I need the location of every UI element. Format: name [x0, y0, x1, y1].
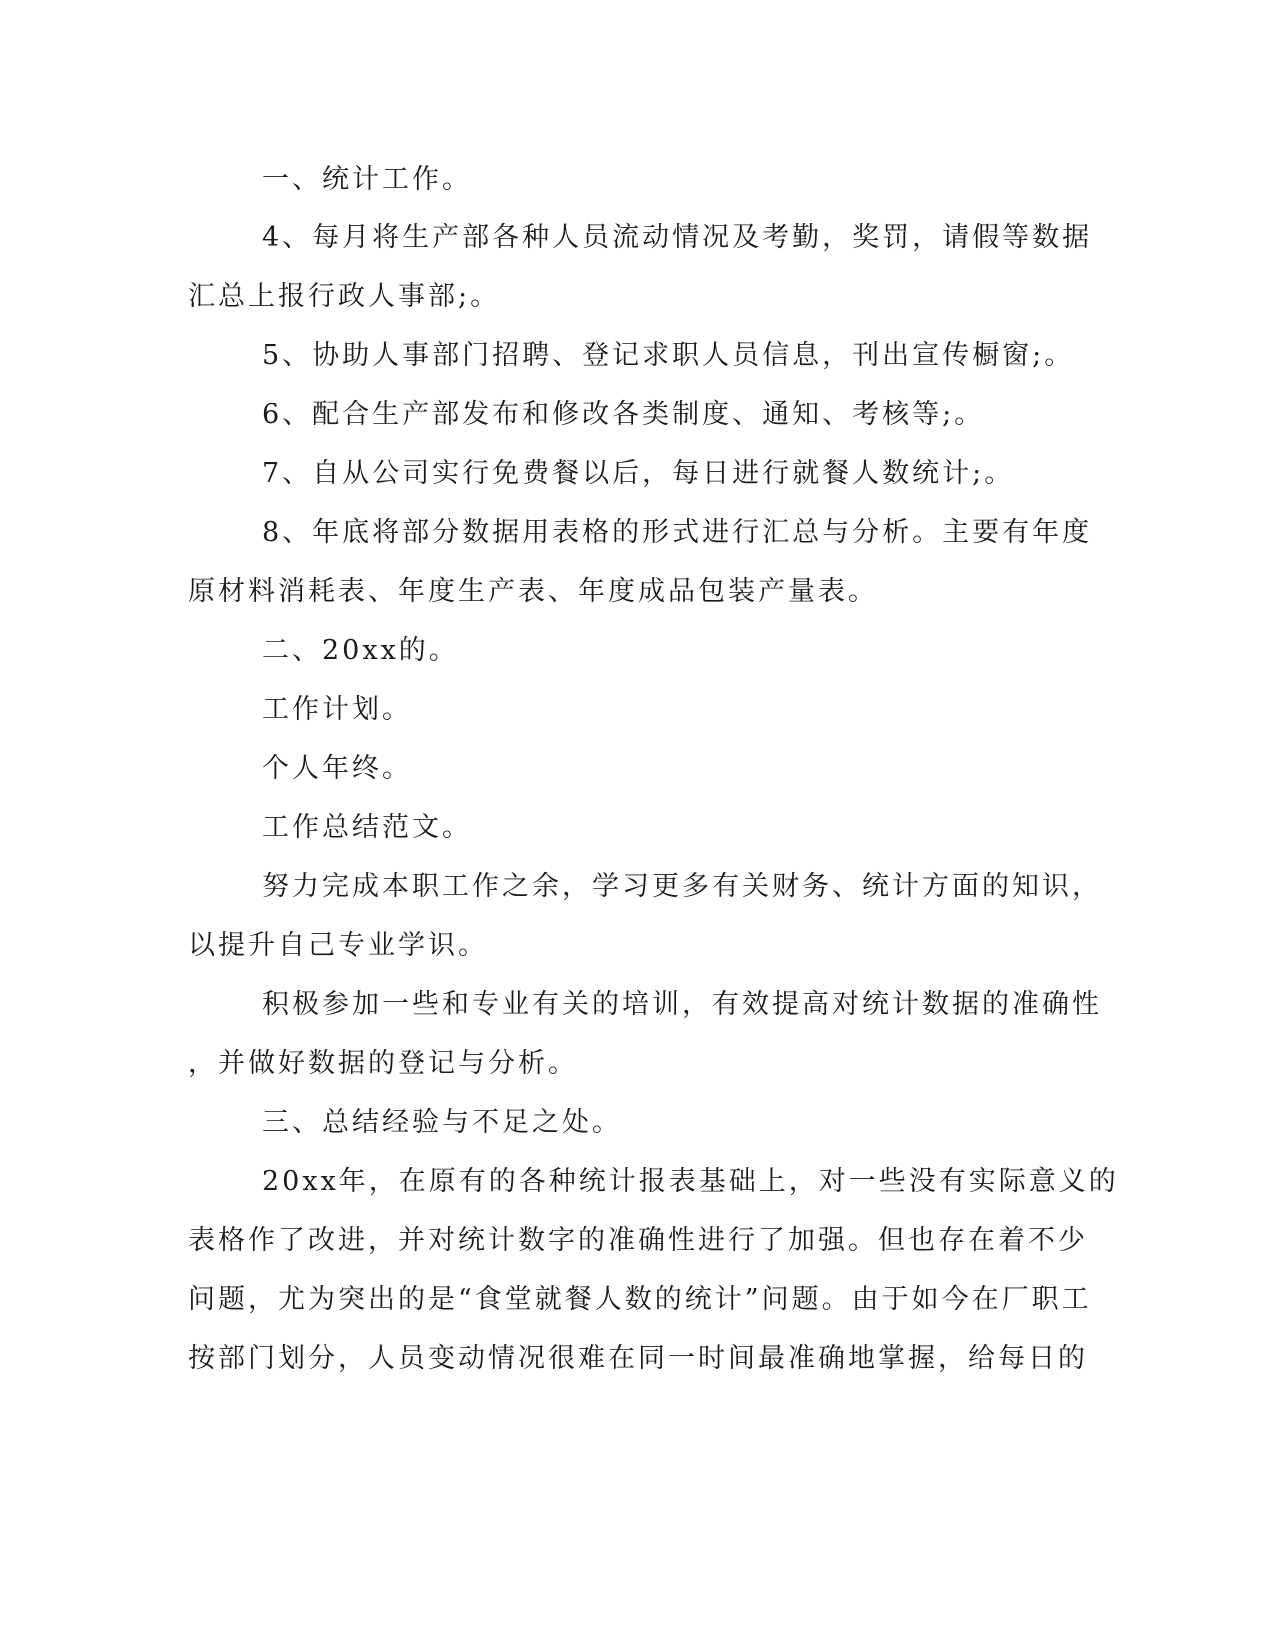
paragraph-line: 工作总结范文。: [262, 812, 472, 843]
paragraph-line: 20xx年，在原有的各种统计报表基础上，对一些没有实际意义的: [262, 1166, 1119, 1197]
paragraph-line: 7、自从公司实行免费餐以后，每日进行就餐人数统计;。: [262, 458, 1015, 489]
paragraph-line: ，并做好数据的登记与分析。: [188, 1048, 578, 1079]
section-heading-1: 一、统计工作。: [262, 164, 472, 195]
paragraph-line: 以提升自己专业学识。: [188, 930, 488, 961]
paragraph-line: 4、每月将生产部各种人员流动情况及考勤，奖罚，请假等数据: [262, 222, 1093, 253]
paragraph-line: 6、配合生产部发布和修改各类制度、通知、考核等;。: [262, 399, 985, 430]
paragraph-line: 5、协助人事部门招聘、登记求职人员信息，刊出宣传橱窗;。: [262, 340, 1075, 371]
paragraph-line: 努力完成本职工作之余，学习更多有关财务、统计方面的知识，: [262, 871, 1102, 902]
paragraph-line: 工作计划。: [262, 694, 412, 725]
section-heading-2: 二、20xx的。: [262, 635, 459, 666]
paragraph-line: 汇总上报行政人事部;。: [188, 281, 501, 312]
paragraph-line: 积极参加一些和专业有关的培训，有效提高对统计数据的准确性: [262, 989, 1102, 1020]
paragraph-line: 按部门划分，人员变动情况很难在同一时间最准确地掌握，给每日的: [188, 1343, 1088, 1374]
paragraph-line: 原材料消耗表、年度生产表、年度成品包装产量表。: [188, 576, 878, 607]
paragraph-line: 问题，尤为突出的是“食堂就餐人数的统计”问题。由于如今在厂职工: [188, 1284, 1092, 1315]
paragraph-line: 8、年底将部分数据用表格的形式进行汇总与分析。主要有年度: [262, 517, 1093, 548]
paragraph-line: 个人年终。: [262, 753, 412, 784]
paragraph-line: 表格作了改进，并对统计数字的准确性进行了加强。但也存在着不少: [188, 1225, 1088, 1256]
section-heading-3: 三、总结经验与不足之处。: [262, 1107, 622, 1138]
